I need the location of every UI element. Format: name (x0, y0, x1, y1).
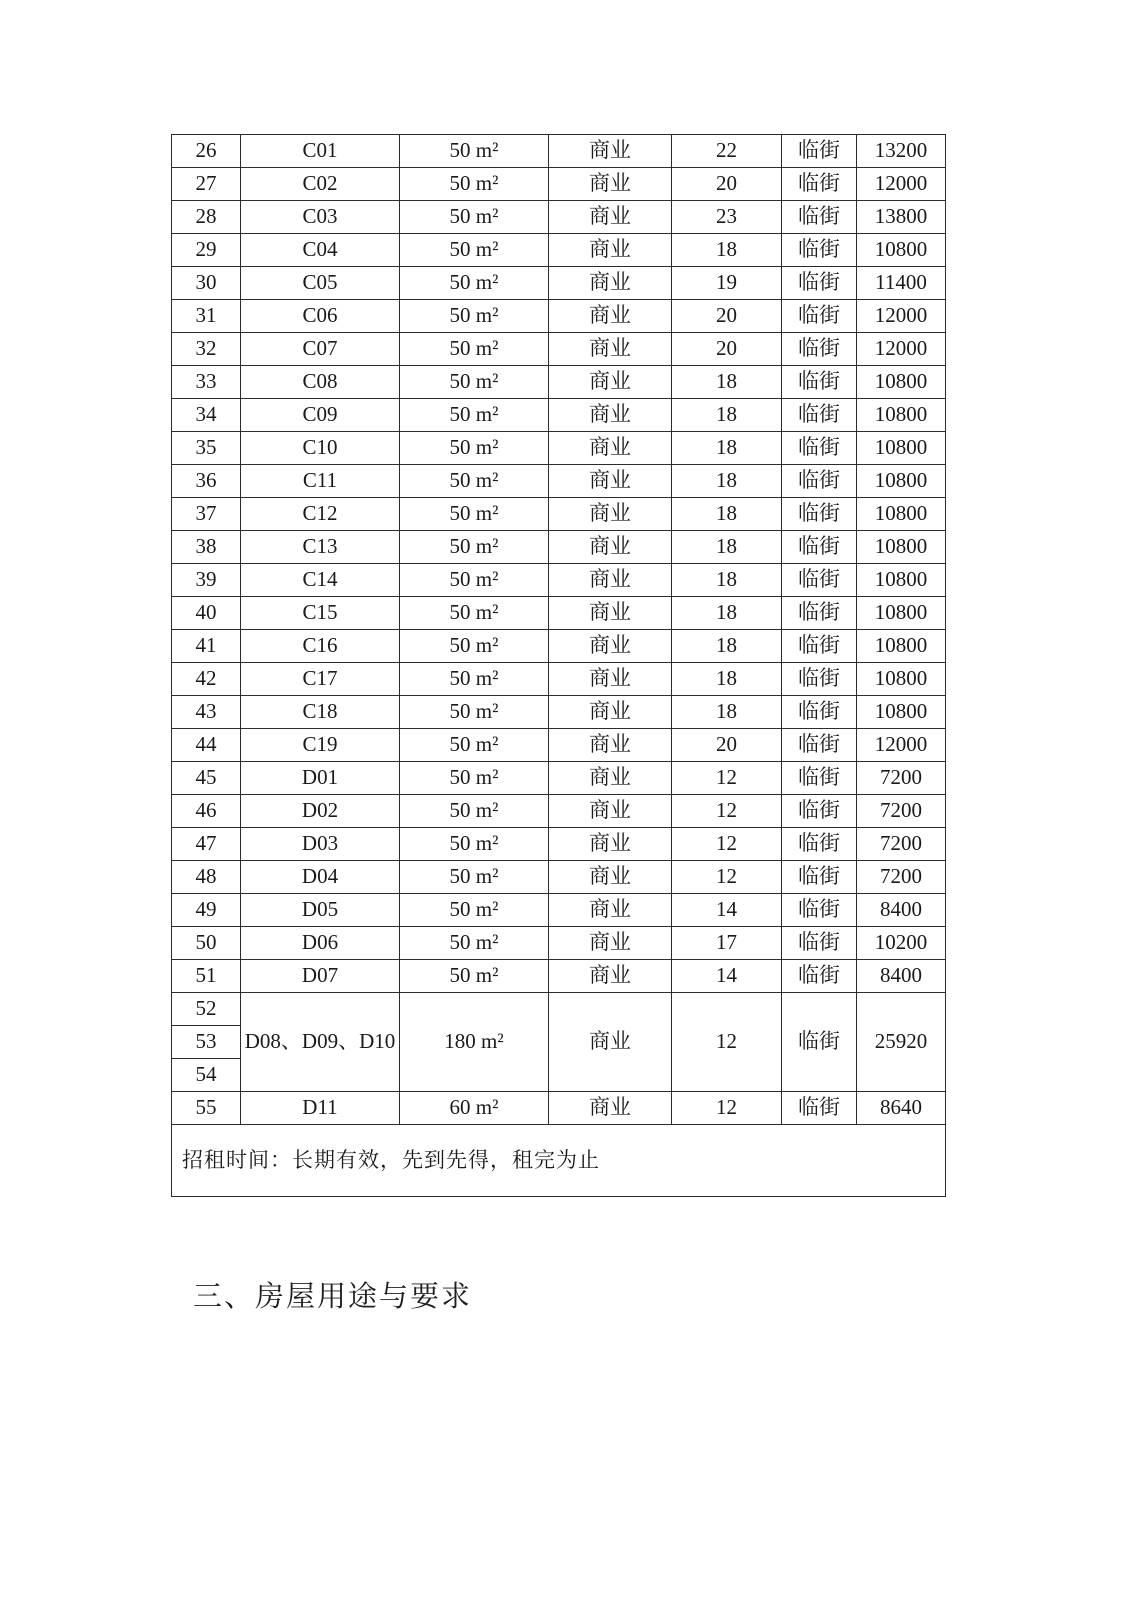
cell-row-number: 45 (172, 762, 241, 795)
table-row (172, 630, 946, 663)
cell-row-number: 28 (172, 201, 241, 234)
cell-quantity: 12 (672, 795, 782, 828)
cell-area: 50 m² (400, 564, 549, 597)
rental-listing-table-container (171, 134, 947, 1197)
cell-area: 50 m² (400, 894, 549, 927)
cell-row-number: 43 (172, 696, 241, 729)
cell-row-number: 42 (172, 663, 241, 696)
cell-unit-code: C08 (241, 366, 400, 399)
cell-row-number: 39 (172, 564, 241, 597)
cell-area: 50 m² (400, 861, 549, 894)
cell-quantity: 18 (672, 630, 782, 663)
table-row (172, 795, 946, 828)
cell-usage-type: 商业 (549, 465, 672, 498)
cell-location: 临街 (782, 168, 857, 201)
table-row (172, 564, 946, 597)
cell-price: 7200 (857, 795, 946, 828)
cell-quantity: 20 (672, 168, 782, 201)
table-row (172, 399, 946, 432)
cell-location: 临街 (782, 201, 857, 234)
cell-quantity: 22 (672, 135, 782, 168)
table-row (172, 201, 946, 234)
cell-area: 180 m² (400, 993, 549, 1092)
cell-row-number: 50 (172, 927, 241, 960)
cell-area: 50 m² (400, 960, 549, 993)
cell-usage-type: 商业 (549, 135, 672, 168)
cell-quantity: 20 (672, 333, 782, 366)
cell-area: 50 m² (400, 762, 549, 795)
cell-location: 临街 (782, 1092, 857, 1125)
cell-usage-type: 商业 (549, 630, 672, 663)
cell-usage-type: 商业 (549, 729, 672, 762)
table-row (172, 894, 946, 927)
cell-price: 10800 (857, 399, 946, 432)
cell-quantity: 18 (672, 498, 782, 531)
cell-usage-type: 商业 (549, 399, 672, 432)
cell-row-number: 34 (172, 399, 241, 432)
cell-price: 10800 (857, 564, 946, 597)
cell-price: 10800 (857, 465, 946, 498)
cell-location: 临街 (782, 564, 857, 597)
cell-price: 12000 (857, 300, 946, 333)
table-row (172, 234, 946, 267)
cell-quantity: 18 (672, 432, 782, 465)
cell-row-number: 46 (172, 795, 241, 828)
cell-area: 50 m² (400, 267, 549, 300)
cell-location: 临街 (782, 762, 857, 795)
cell-location: 临街 (782, 234, 857, 267)
cell-location: 临街 (782, 432, 857, 465)
cell-unit-code: D02 (241, 795, 400, 828)
cell-area: 50 m² (400, 399, 549, 432)
cell-location: 临街 (782, 333, 857, 366)
table-row (172, 333, 946, 366)
cell-location: 临街 (782, 828, 857, 861)
cell-location: 临街 (782, 399, 857, 432)
cell-unit-code: C09 (241, 399, 400, 432)
cell-unit-code: D11 (241, 1092, 400, 1125)
cell-unit-code: C18 (241, 696, 400, 729)
table-row (172, 135, 946, 168)
cell-price: 7200 (857, 762, 946, 795)
cell-quantity: 18 (672, 597, 782, 630)
cell-price: 10800 (857, 234, 946, 267)
cell-area: 50 m² (400, 201, 549, 234)
cell-price: 11400 (857, 267, 946, 300)
table-row (172, 1092, 946, 1125)
cell-quantity: 23 (672, 201, 782, 234)
cell-quantity: 20 (672, 729, 782, 762)
cell-location: 临街 (782, 729, 857, 762)
cell-price: 12000 (857, 168, 946, 201)
cell-price: 8640 (857, 1092, 946, 1125)
cell-unit-code: D07 (241, 960, 400, 993)
cell-row-number: 49 (172, 894, 241, 927)
cell-usage-type: 商业 (549, 828, 672, 861)
table-row (172, 366, 946, 399)
cell-unit-code: D03 (241, 828, 400, 861)
table-row (172, 729, 946, 762)
cell-unit-code: C17 (241, 663, 400, 696)
cell-quantity: 18 (672, 696, 782, 729)
cell-usage-type: 商业 (549, 1092, 672, 1125)
cell-quantity: 18 (672, 366, 782, 399)
cell-area: 50 m² (400, 465, 549, 498)
cell-quantity: 18 (672, 564, 782, 597)
cell-location: 临街 (782, 300, 857, 333)
cell-quantity: 12 (672, 993, 782, 1092)
table-row-merged-group (172, 993, 946, 1026)
cell-quantity: 18 (672, 663, 782, 696)
cell-location: 临街 (782, 498, 857, 531)
cell-quantity: 12 (672, 1092, 782, 1125)
cell-usage-type: 商业 (549, 432, 672, 465)
cell-price: 10800 (857, 498, 946, 531)
cell-unit-code: C04 (241, 234, 400, 267)
table-row (172, 300, 946, 333)
cell-area: 50 m² (400, 630, 549, 663)
table-row (172, 267, 946, 300)
cell-price: 25920 (857, 993, 946, 1092)
cell-row-number: 30 (172, 267, 241, 300)
cell-price: 13200 (857, 135, 946, 168)
cell-usage-type: 商业 (549, 597, 672, 630)
cell-usage-type: 商业 (549, 960, 672, 993)
cell-price: 12000 (857, 333, 946, 366)
cell-unit-code: C11 (241, 465, 400, 498)
cell-price: 7200 (857, 861, 946, 894)
cell-area: 50 m² (400, 927, 549, 960)
cell-row-number: 31 (172, 300, 241, 333)
cell-area: 50 m² (400, 663, 549, 696)
cell-unit-code: C13 (241, 531, 400, 564)
cell-location: 临街 (782, 960, 857, 993)
cell-location: 临街 (782, 861, 857, 894)
table-row (172, 696, 946, 729)
cell-unit-code: C03 (241, 201, 400, 234)
cell-row-number: 40 (172, 597, 241, 630)
cell-unit-code: C15 (241, 597, 400, 630)
cell-area: 50 m² (400, 333, 549, 366)
cell-quantity: 19 (672, 267, 782, 300)
cell-row-number: 32 (172, 333, 241, 366)
cell-unit-code: C05 (241, 267, 400, 300)
cell-price: 7200 (857, 828, 946, 861)
cell-area: 50 m² (400, 597, 549, 630)
cell-quantity: 18 (672, 465, 782, 498)
cell-unit-code: D01 (241, 762, 400, 795)
cell-usage-type: 商业 (549, 663, 672, 696)
cell-price: 10800 (857, 696, 946, 729)
cell-area: 50 m² (400, 168, 549, 201)
cell-price: 10800 (857, 366, 946, 399)
table-row (172, 432, 946, 465)
table-row (172, 960, 946, 993)
cell-row-number: 48 (172, 861, 241, 894)
cell-row-number: 51 (172, 960, 241, 993)
cell-quantity: 18 (672, 399, 782, 432)
cell-quantity: 18 (672, 531, 782, 564)
rental-listing-table (171, 134, 946, 1197)
cell-area: 50 m² (400, 300, 549, 333)
section-heading-house-usage: 三、房屋用途与要求 (193, 1281, 473, 1313)
cell-unit-code: D04 (241, 861, 400, 894)
cell-row-number: 37 (172, 498, 241, 531)
cell-row-number: 53 (172, 1026, 241, 1059)
cell-usage-type: 商业 (549, 300, 672, 333)
cell-usage-type: 商业 (549, 234, 672, 267)
table-row (172, 927, 946, 960)
cell-price: 8400 (857, 960, 946, 993)
cell-usage-type: 商业 (549, 366, 672, 399)
table-row (172, 828, 946, 861)
cell-unit-code: C02 (241, 168, 400, 201)
cell-price: 10800 (857, 663, 946, 696)
cell-price: 13800 (857, 201, 946, 234)
table-row (172, 861, 946, 894)
table-row (172, 498, 946, 531)
table-row (172, 168, 946, 201)
cell-area: 50 m² (400, 696, 549, 729)
cell-area: 50 m² (400, 135, 549, 168)
cell-area: 50 m² (400, 729, 549, 762)
cell-row-number: 29 (172, 234, 241, 267)
cell-unit-code: C10 (241, 432, 400, 465)
cell-usage-type: 商业 (549, 696, 672, 729)
cell-location: 临街 (782, 267, 857, 300)
cell-usage-type: 商业 (549, 201, 672, 234)
cell-location: 临街 (782, 663, 857, 696)
cell-row-number: 55 (172, 1092, 241, 1125)
cell-usage-type: 商业 (549, 267, 672, 300)
cell-row-number: 26 (172, 135, 241, 168)
cell-location: 临街 (782, 597, 857, 630)
cell-price: 10800 (857, 531, 946, 564)
cell-usage-type: 商业 (549, 795, 672, 828)
cell-location: 临街 (782, 894, 857, 927)
cell-usage-type: 商业 (549, 498, 672, 531)
cell-row-number: 35 (172, 432, 241, 465)
cell-unit-code: C01 (241, 135, 400, 168)
cell-quantity: 14 (672, 960, 782, 993)
cell-usage-type: 商业 (549, 927, 672, 960)
cell-area: 50 m² (400, 366, 549, 399)
cell-row-number: 54 (172, 1059, 241, 1092)
cell-location: 临街 (782, 993, 857, 1092)
cell-area: 50 m² (400, 531, 549, 564)
cell-unit-code: C19 (241, 729, 400, 762)
cell-quantity: 12 (672, 828, 782, 861)
cell-unit-code: C06 (241, 300, 400, 333)
cell-price: 10800 (857, 432, 946, 465)
cell-unit-code: C12 (241, 498, 400, 531)
note-row (172, 1125, 946, 1197)
cell-price: 10200 (857, 927, 946, 960)
table-row (172, 597, 946, 630)
cell-location: 临街 (782, 696, 857, 729)
cell-location: 临街 (782, 366, 857, 399)
cell-location: 临街 (782, 927, 857, 960)
rental-listing-rows (172, 135, 946, 1125)
cell-area: 60 m² (400, 1092, 549, 1125)
cell-area: 50 m² (400, 432, 549, 465)
cell-usage-type: 商业 (549, 333, 672, 366)
cell-area: 50 m² (400, 828, 549, 861)
cell-price: 10800 (857, 597, 946, 630)
cell-area: 50 m² (400, 795, 549, 828)
cell-quantity: 14 (672, 894, 782, 927)
cell-location: 临街 (782, 795, 857, 828)
table-row (172, 531, 946, 564)
cell-row-number: 52 (172, 993, 241, 1026)
cell-usage-type: 商业 (549, 168, 672, 201)
cell-usage-type: 商业 (549, 564, 672, 597)
cell-unit-code: D06 (241, 927, 400, 960)
cell-row-number: 38 (172, 531, 241, 564)
cell-quantity: 17 (672, 927, 782, 960)
cell-price: 12000 (857, 729, 946, 762)
cell-usage-type: 商业 (549, 762, 672, 795)
table-row (172, 465, 946, 498)
cell-unit-code: C16 (241, 630, 400, 663)
cell-area: 50 m² (400, 498, 549, 531)
table-row (172, 663, 946, 696)
cell-quantity: 20 (672, 300, 782, 333)
cell-row-number: 47 (172, 828, 241, 861)
cell-quantity: 12 (672, 762, 782, 795)
cell-area: 50 m² (400, 234, 549, 267)
cell-row-number: 44 (172, 729, 241, 762)
cell-usage-type: 商业 (549, 861, 672, 894)
cell-quantity: 18 (672, 234, 782, 267)
cell-row-number: 27 (172, 168, 241, 201)
cell-row-number: 33 (172, 366, 241, 399)
cell-location: 临街 (782, 531, 857, 564)
cell-usage-type: 商业 (549, 993, 672, 1092)
cell-usage-type: 商业 (549, 531, 672, 564)
cell-unit-code: D08、D09、D10 (241, 993, 400, 1092)
cell-location: 临街 (782, 630, 857, 663)
cell-location: 临街 (782, 465, 857, 498)
cell-location: 临街 (782, 135, 857, 168)
cell-row-number: 41 (172, 630, 241, 663)
cell-row-number: 36 (172, 465, 241, 498)
cell-usage-type: 商业 (549, 894, 672, 927)
table-row (172, 762, 946, 795)
cell-unit-code: D05 (241, 894, 400, 927)
rental-period-note: 招租时间：长期有效，先到先得，租完为止 (172, 1125, 946, 1197)
cell-unit-code: C14 (241, 564, 400, 597)
cell-unit-code: C07 (241, 333, 400, 366)
cell-price: 8400 (857, 894, 946, 927)
rental-note-row-group (172, 1125, 946, 1197)
cell-quantity: 12 (672, 861, 782, 894)
cell-price: 10800 (857, 630, 946, 663)
